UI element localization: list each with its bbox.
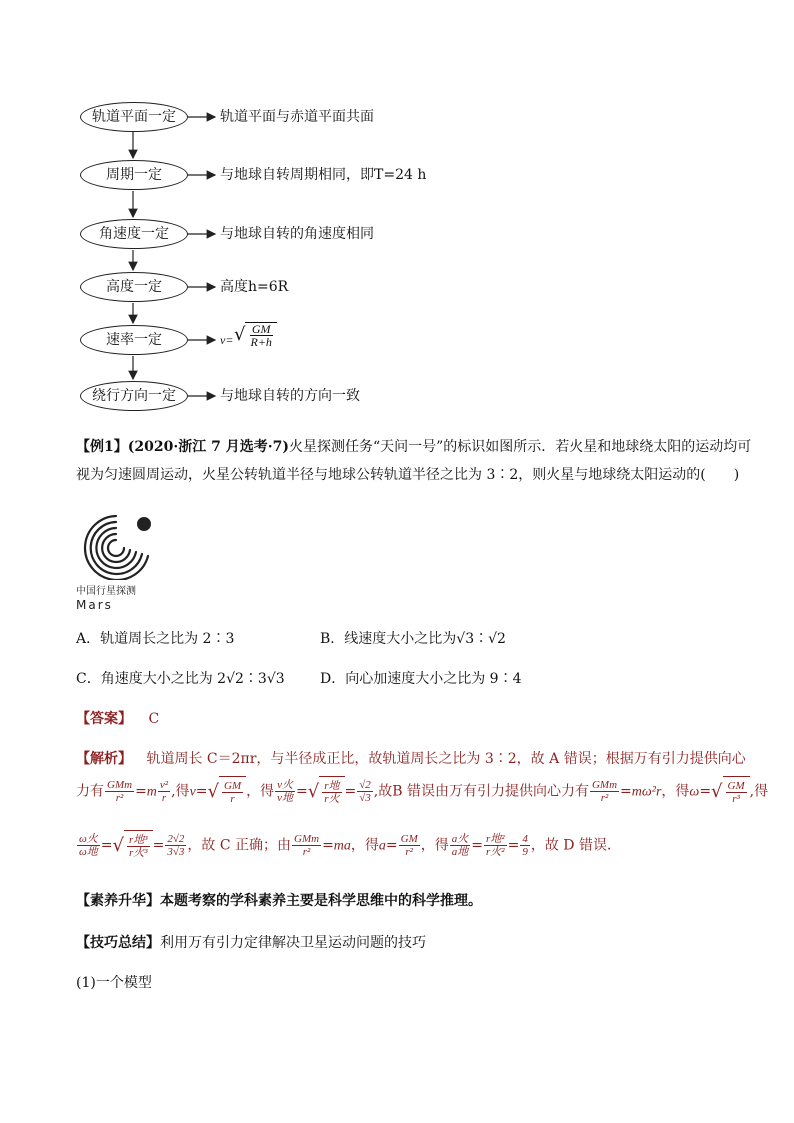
example-source: (2020·浙江 7 月选考·7) — [127, 439, 289, 455]
flow-node-period: 周期一定 — [80, 160, 188, 190]
option-b-math: √3∶√2 — [456, 631, 506, 647]
analysis-line-2: 力有 $\frac{\text{GMm}}{\text{r²}}$ =m $\frac{\text{v²}}{r}$ ,得v= √ $\frac{GM}{r}$ ，得 $\frac{\text{v火}}{\text{v地}}$ = √ $\frac{\text{r地}}{\text{r火}}$ = $\frac{√2}{√3}$ ,故B 错误由万有引力提供向心力有 $\frac{\text{GMm}}{\text{r²}}$ =mω²r，得ω= √ $\frac{GM}{\text{r³}}$ ,得 — [76, 776, 768, 808]
analysis-label: 【解析】 — [76, 751, 132, 767]
summary-text: 本题考察的学科素养主要是科学思维中的科学推理。 — [160, 893, 482, 909]
flow-desc-orbit-plane: 轨道平面与赤道平面共面 — [220, 109, 374, 125]
analysis-text-2e: 由万有引力提供向心力有 — [434, 783, 589, 800]
summary-row — [76, 892, 482, 910]
option-c-text: C．角速度大小之比为 2 — [76, 671, 227, 687]
flow-desc-speed: v= — [220, 333, 234, 347]
flow-node-orbit-plane: 轨道平面一定 — [80, 102, 188, 132]
model-heading: (1)一个模型 — [76, 975, 152, 991]
mars-logo — [76, 508, 166, 612]
flow-desc-angular-velocity: 与地球自转的角速度相同 — [220, 226, 374, 242]
tips-label: 【技巧总结】 — [76, 935, 160, 951]
flow-node-height: 高度一定 — [80, 272, 188, 302]
speed-formula: √ $\frac{GM}{R+h}$ — [234, 322, 277, 348]
analysis-text-2a: 力有 — [76, 783, 104, 800]
analysis-line-3: $\frac{\text{ω火}}{\text{ω地}}$ = √ $\frac{\text{r地³}}{\text{r火³}}$ = $\frac{2√2}{3√3}$ ，故 C 正确；由 $\frac{\text{GMm}}{\text{r²}}$ =ma，得a= $\frac{GM}{\text{r²}}$ ，得 $\frac{\text{a火}}{\text{a地}}$ = $\frac{\text{r地²}}{\text{r火²}}$ = $\frac{4}{9}$ ，故 D 错误． — [76, 830, 621, 862]
flow-desc-height: 高度h=6R — [220, 279, 289, 295]
tips-text: 利用万有引力定律解决卫星运动问题的技巧 — [160, 935, 426, 951]
flow-node-angular-velocity: 角速度一定 — [80, 219, 188, 249]
answer-row — [76, 710, 159, 728]
logo-en-text: Mars — [76, 598, 113, 612]
analysis-text-3b: ，得 — [350, 837, 379, 854]
flow-desc-period: 与地球自转周期相同，即T=24 h — [220, 167, 427, 183]
summary-label: 【素养升华】 — [76, 893, 160, 909]
option-c-math: √2∶3√3 — [226, 671, 285, 687]
tips-row — [76, 934, 426, 952]
analysis-text-2f: ，得 — [661, 783, 690, 800]
flow-node-speed: 速率一定 — [80, 325, 188, 355]
formula-numerator: GM — [251, 322, 271, 336]
flowchart-connectors — [0, 0, 794, 420]
formula-denominator: R+h — [250, 335, 272, 349]
flow-node-direction: 绕行方向一定 — [80, 381, 188, 411]
analysis-text-1: 轨道周长 C＝2πr，与半径成正比，故轨道周长之比为 3∶2，故 A 错误；根据万有引力提供向心 — [146, 751, 746, 767]
analysis-text-2b: ,得 — [171, 783, 190, 800]
example-tag: 【例1】 — [76, 439, 128, 455]
example-text-2: 视为匀速圆周运动，火星公转轨道半径与地球公转轨道半径之比为 3∶2，则火星与地球绕太阳运动的( ) — [76, 467, 740, 483]
option-b[interactable] — [320, 630, 506, 648]
analysis-text-2c: ，得 — [246, 783, 275, 800]
flow-desc-direction: 与地球自转的方向一致 — [220, 388, 360, 404]
mars-logo-graphic — [76, 508, 166, 580]
option-c[interactable] — [76, 670, 285, 688]
example-text-1: 火星探测任务“天问一号”的标识如图所示．若火星和地球绕太阳的运动均可 — [288, 439, 752, 455]
answer-value: C — [148, 711, 160, 727]
answer-label: 【答案】 — [76, 711, 132, 727]
analysis-line-1 — [76, 750, 746, 768]
analysis-text-3c: ，故 D 错误． — [530, 837, 621, 854]
example-line-1 — [76, 438, 751, 456]
option-a[interactable]: A．轨道周长之比为 2∶3 — [76, 631, 235, 647]
analysis-text-2d: 故B 错误 — [378, 783, 435, 800]
analysis-text-3a: ，故 C 正确；由 — [187, 837, 291, 854]
option-d[interactable]: D．向心加速度大小之比为 9∶4 — [320, 671, 522, 687]
option-b-text: B．线速度大小之比为 — [320, 631, 457, 647]
logo-cn-text: 中国行星探测 — [76, 586, 136, 597]
